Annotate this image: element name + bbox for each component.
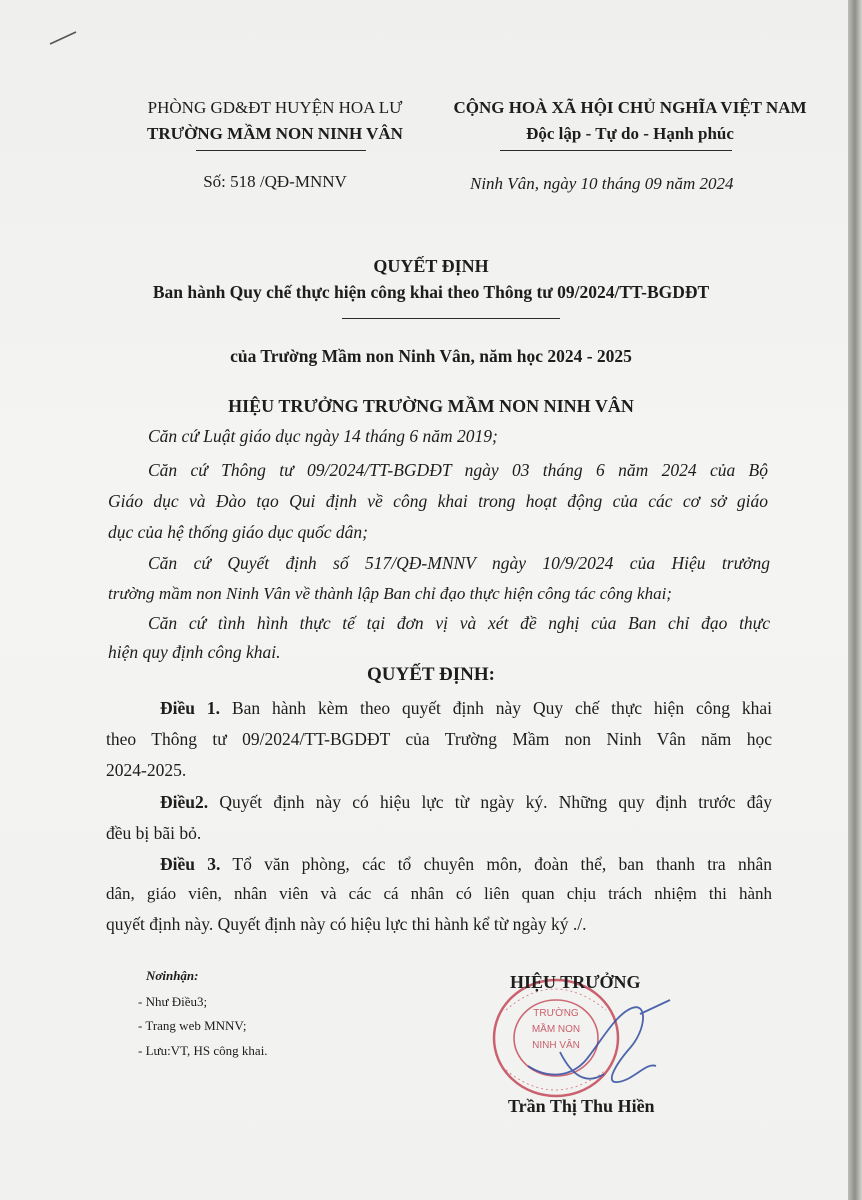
svg-text:NINH VÂN: NINH VÂN — [532, 1040, 580, 1051]
school-name: TRƯỜNG MẦM NON NINH VÂN — [147, 124, 403, 143]
basis-line: Căn cứ Thông tư 09/2024/TT-BGDĐT ngày 03 tháng 6 năm 2024 của Bộ — [148, 460, 768, 480]
school-name-underline — [196, 150, 366, 151]
nation-motto: Độc lập - Tự do - Hạnh phúc — [526, 124, 734, 143]
nation-name: CỘNG HOÀ XÃ HỘI CHỦ NGHĨA VIỆT NAM — [453, 98, 807, 117]
article-3-label: Điều 3. — [160, 854, 221, 874]
recipient-item: - Như Điều3; — [138, 994, 208, 1009]
agency-name: PHÒNG GD&ĐT HUYỆN HOA LƯ — [147, 98, 403, 117]
title-divider — [342, 318, 560, 319]
article-3-line: dân, giáo viên, nhân viên và các cá nhân có liên quan chịu trách nhiệm thi hành — [106, 884, 772, 903]
basis-line: hiện quy định công khai. — [108, 642, 281, 662]
signer-name: Trần Thị Thu Hiền — [508, 1096, 655, 1116]
document-title: QUYẾT ĐỊNH — [373, 256, 489, 276]
basis-line: Căn cứ Luật giáo dục ngày 14 tháng 6 năm 2019; — [148, 426, 498, 446]
decision-heading: QUYẾT ĐỊNH: — [367, 664, 495, 685]
issuing-authority: HIỆU TRƯỞNG TRƯỜNG MẦM NON NINH VÂN — [228, 396, 634, 416]
recipient-item: - Trang web MNNV; — [138, 1018, 247, 1033]
pencil-mark — [48, 30, 78, 46]
article-1-line: theo Thông tư 09/2024/TT-BGDĐT của Trường Mầm non Ninh Vân năm học — [106, 729, 772, 749]
article-1-line: Điều 1. Ban hành kèm theo quyết định này Quy chế thực hiện công khai — [160, 698, 773, 718]
article-3-line: quyết định này. Quyết định này có hiệu lực thi hành kể từ ngày ký ./. — [106, 914, 587, 934]
handwritten-signature — [520, 996, 680, 1096]
basis-line: trường mầm non Ninh Vân về thành lập Ban chỉ đạo thực hiện công tác công khai; — [108, 584, 672, 603]
article-1-line: 2024-2025. — [106, 760, 187, 780]
svg-text:TRƯỜNG: TRƯỜNG — [533, 1008, 579, 1019]
document-number: Số: 518 /QĐ-MNNV — [203, 172, 347, 191]
motto-underline — [500, 150, 732, 151]
page-edge-shadow — [848, 0, 862, 1200]
recipients-label: Nơinhận: — [146, 968, 199, 983]
article-2-line: Điều2. Quyết định này có hiệu lực từ ngày ký. Những quy định trước đây — [160, 792, 773, 812]
article-3-line: Điều 3. Tổ văn phòng, các tổ chuyên môn, đoàn thể, ban thanh tra nhân — [160, 854, 773, 874]
signature-title: HIỆU TRƯỞNG — [510, 972, 641, 992]
svg-text:MẦM NON: MẦM NON — [531, 1024, 581, 1035]
document-subtitle-1: Ban hành Quy chế thực hiện công khai theo Thông tư 09/2024/TT-BGDĐT — [152, 282, 710, 302]
article-2-line: đều bị bãi bỏ. — [106, 823, 202, 843]
basis-line: Giáo dục và Đào tạo Qui định về công khai trong hoạt động của các cơ sở giáo — [108, 491, 768, 511]
article-2-label: Điều2. — [160, 792, 209, 812]
basis-line: dục của hệ thống giáo dục quốc dân; — [108, 522, 369, 542]
recipient-item: - Lưu:VT, HS công khai. — [138, 1043, 268, 1058]
basis-line: Căn cứ Quyết định số 517/QĐ-MNNV ngày 10/9/2024 của Hiệu trưởng — [148, 553, 770, 573]
article-1-label: Điều 1. — [160, 698, 221, 718]
issue-date: Ninh Vân, ngày 10 tháng 09 năm 2024 — [470, 174, 734, 193]
basis-line: Căn cứ tình hình thực tế tại đơn vị và xét đề nghị của Ban chỉ đạo thực — [148, 613, 770, 633]
document-subtitle-2: của Trường Mầm non Ninh Vân, năm học 2024 - 2025 — [230, 346, 632, 366]
